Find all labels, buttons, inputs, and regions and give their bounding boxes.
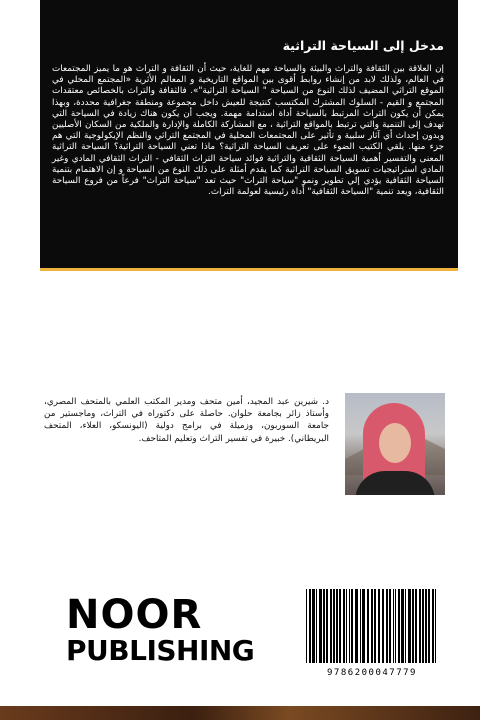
description-panel (40, 0, 458, 270)
barcode-bar (319, 589, 322, 663)
barcode-bar (425, 589, 427, 663)
barcode-bar (395, 589, 396, 663)
barcode-bar (336, 589, 338, 663)
barcode-bar (389, 589, 391, 663)
author-photo (345, 393, 445, 495)
barcode-bar (405, 589, 406, 663)
barcode-bar (367, 589, 369, 663)
photo-face (379, 423, 411, 463)
barcode-bar (339, 589, 341, 663)
barcode-bar (428, 589, 430, 663)
barcode-bar (306, 589, 307, 663)
isbn-barcode (296, 583, 448, 681)
barcode-bar (309, 589, 311, 663)
barcode-bar (316, 589, 317, 663)
barcode-bar (412, 589, 414, 663)
barcode-bar (401, 589, 404, 663)
accent-divider (40, 268, 458, 271)
barcode-bar (323, 589, 325, 663)
author-bio: د. شيرين عبد المجيد، أمين متحف ومدير المكتب العلمي بالمتحف المصري، وأستاذ زائر بجامعة حلوان. حاصلة على دكتوراه في التراث، وماجستير من جامعة السوربون، وزميلة في برامج دولية (اليونسكو، العلاء، المتحف البريطاني). خبيرة في تفسير التراث وتعليم المتاحف. (44, 397, 329, 444)
publisher-logo-line2: PUBLISHING (66, 634, 255, 667)
publisher-logo (66, 592, 255, 667)
book-title: مدخل إلى السياحة التراثية (282, 38, 444, 53)
barcode-bar (378, 589, 380, 663)
barcode-bars (304, 589, 440, 663)
barcode-bar (360, 589, 361, 663)
publisher-logo-line1: NOOR (66, 592, 203, 638)
barcode-bar (351, 589, 353, 663)
barcode-bar (333, 589, 335, 663)
barcode-bar (386, 589, 388, 663)
barcode-bar (432, 589, 434, 663)
barcode-bar (346, 589, 347, 663)
barcode-bar (422, 589, 424, 663)
barcode-bar (415, 589, 417, 663)
barcode-bar (312, 589, 315, 663)
barcode-bar (374, 589, 376, 663)
barcode-bar (343, 589, 345, 663)
barcode-bar (419, 589, 421, 663)
barcode-bar (326, 589, 328, 663)
barcode-bar (435, 589, 436, 663)
barcode-bar (349, 589, 350, 663)
bottom-spine-strip (0, 706, 480, 720)
barcode-number: 9786200047779 (327, 668, 417, 678)
barcode-bar (393, 589, 394, 663)
barcode-bar (371, 589, 373, 663)
barcode-bar (382, 589, 384, 663)
barcode-bar (330, 589, 332, 663)
barcode-bar (398, 589, 400, 663)
barcode-bar (362, 589, 365, 663)
book-description: إن العلاقة بين الثقافة والتراث والبيئة والسياحة مهم للغاية، حيث أن الثقافة و التراث هو ما يميز المجتمعات في العالم، ولذلك لابد من إنشاء روابط أقوى بين المواقع التاريخية و المعالم الأثرية «المجتمع المحلي في الموقع التراثي المضيف لذلك النوع من السياحة " السياحة التراثية"». فالثقافة والتراث بالخصائص معتقدات المجتمع و القيم - السلوك المشترك المكتسب كنتيجة للعيش داخل مجموعة ومنطقة جغرافية محددة، وبهذا يمكن أن يكون التراث المرتبط بالسياحة أداة استدامة مهمة. ويجب أن يكون هناك زيادة في السياحة التي تهدف إلى التنمية والتي ترتبط بالمواقع التراثية ، مع المشاركة الكاملة والإدارة والملكية من السكان الأصليين وبدون إحداث أي آثار سلبية و تأثير على المجتمعات المحلية في المجتمع التراثي والنظم الإيكولوجية التي هم جزء منها. يلقي الكتيب الضوء على تعريف السياحة التراثية؟ ماذا تعني السياحة التراثية؟ السياحة التراثية المعنى والتفسير أهمية السياحة الثقافية والتراثية فوائد سياحة التراث الثقافي - التراث الثقافي المادي وغير المادي استراتيجيات تسويق السياحة التراثية كما يقدم أمثلة على ذلك النوع من السياحة و إن الاهتمام بتنمية السياحة الثقافية يؤدي إلي تطوير ونمو "سياحة التراث" حيث تعد "سياحة التراث" فرعاً من فروع السياحة الثقافية، ويعد تنمية "السياحة الثقافية" أداة رئيسية لعولمة التراث. (52, 64, 444, 198)
barcode-bar (355, 589, 358, 663)
barcode-bar (408, 589, 411, 663)
